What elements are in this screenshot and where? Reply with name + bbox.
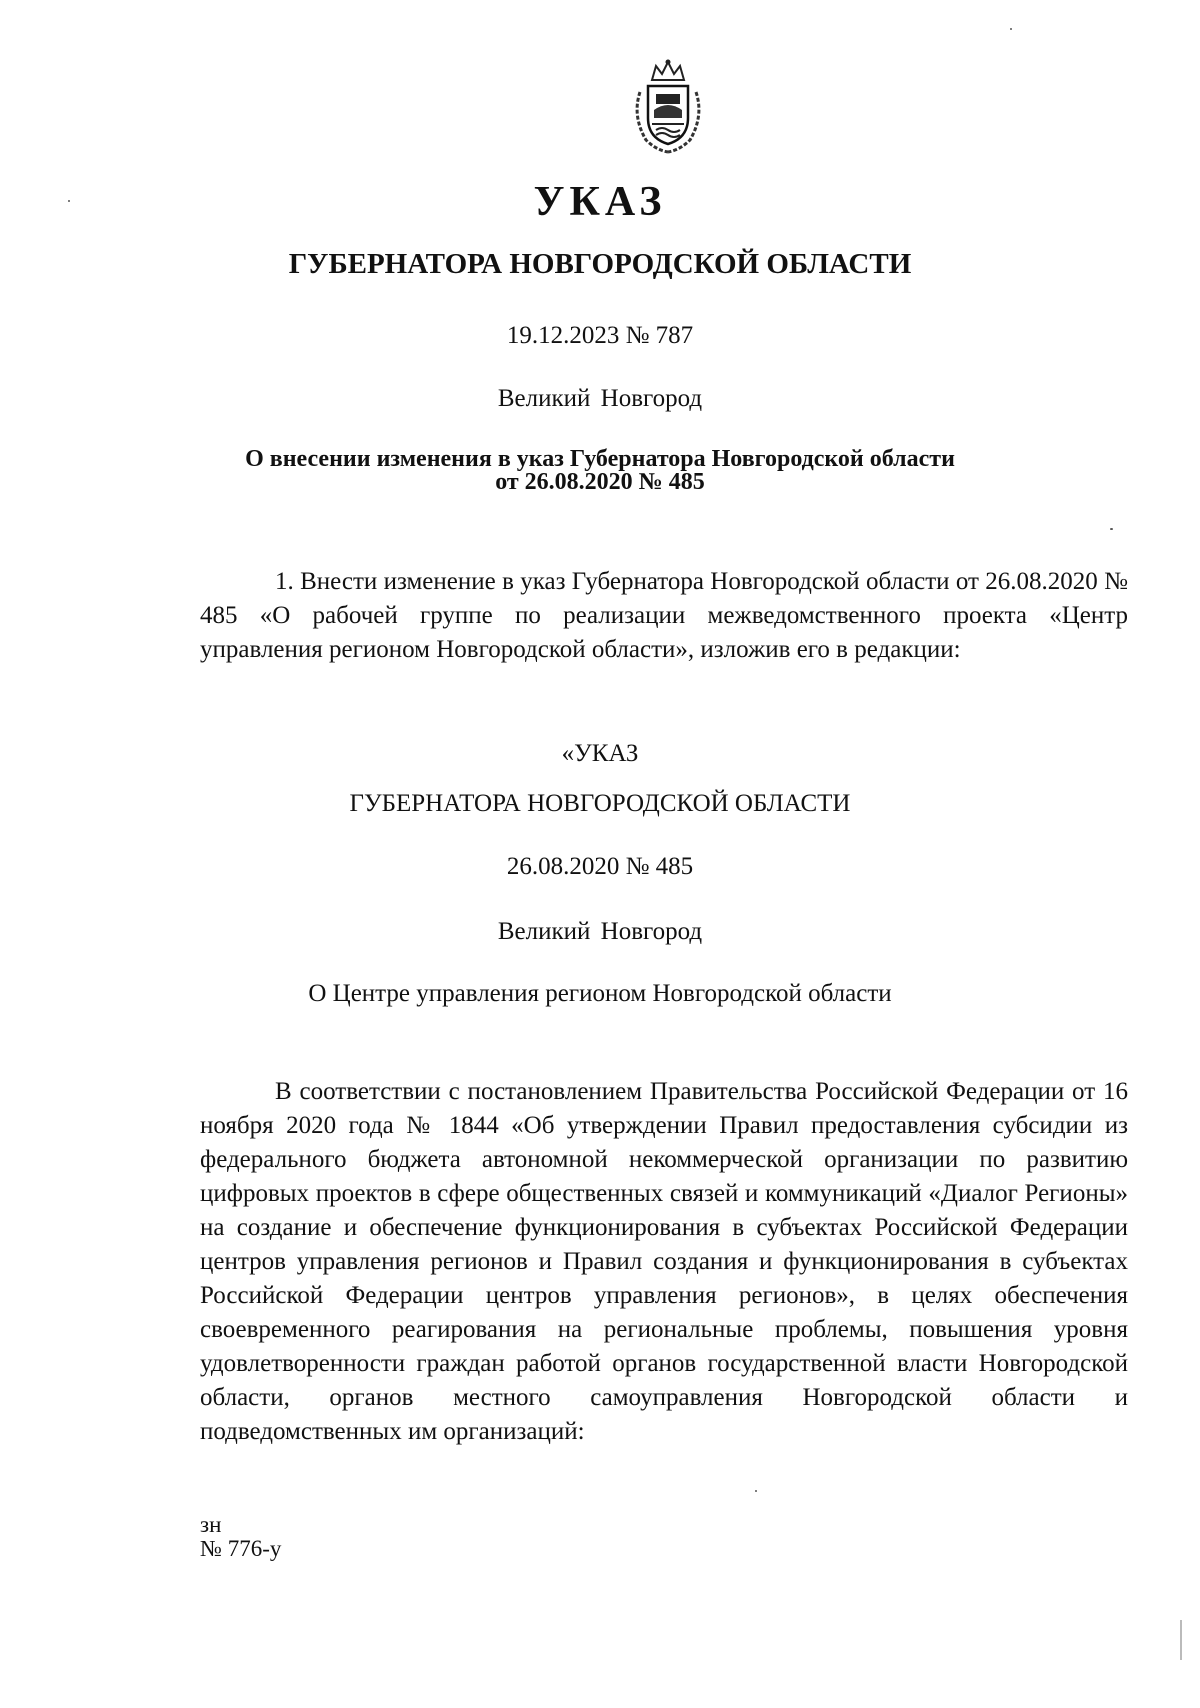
- coat-of-arms-icon: [626, 58, 710, 156]
- document-city: Великий Новгород: [497, 385, 703, 412]
- quoted-title: «УКАЗ: [561, 740, 639, 767]
- registration-note-line1: зн: [200, 1512, 222, 1537]
- document-title: УКАЗ: [533, 179, 667, 225]
- scan-speck: [1010, 28, 1012, 30]
- quoted-date-number: 26.08.2020 № 485: [506, 853, 694, 880]
- registration-note: [200, 1513, 281, 1561]
- scan-speck: [68, 200, 70, 202]
- scan-speck: [1180, 1620, 1182, 1660]
- document-heading: [0, 448, 1200, 494]
- document-date-number: 19.12.2023 № 787: [506, 322, 694, 349]
- document-heading-line2: от 26.08.2020 № 485: [495, 469, 705, 495]
- registration-note-line2: № 776-у: [200, 1536, 282, 1561]
- paragraph-1: 1. Внести изменение в указ Губернатора Новгородской области от 26.08.2020 № 485 «О рабочей группе по реализации межведомственного проекта «Центр управления регионом Новгородской области», изложив его в редакции:: [200, 568, 1128, 663]
- scan-speck: [1110, 528, 1113, 530]
- quoted-city: Великий Новгород: [497, 918, 703, 945]
- scan-speck: [755, 1490, 757, 1492]
- document-heading-line1: О внесении изменения в указ Губернатора Новгородской области: [245, 446, 955, 472]
- quoted-subtitle: ГУБЕРНАТОРА НОВГОРОДСКОЙ ОБЛАСТИ: [349, 790, 851, 817]
- document-subtitle: ГУБЕРНАТОРА НОВГОРОДСКОЙ ОБЛАСТИ: [288, 248, 912, 280]
- quoted-heading: О Центре управления регионом Новгородской области: [308, 980, 892, 1007]
- quoted-paragraph: В соответствии с постановлением Правительства Российской Федерации от 16 ноября 2020 года № 1844 «Об утверждении Правил предоставления субсидии из федерального бюджета автономной некоммерческой организации по развитию цифровых проектов в сфере общественных связей и коммуникаций «Диалог Регионы» на создание и обеспечение функционирования в субъектах Российской Федерации центров управления регионов и Правил создания и функционирования в субъектах Российской Федерации центров управления регионов», в целях обеспечения своевременного реагирования на региональные проблемы, повышения уровня удовлетворенности граждан работой органов государственной власти Новгородской области, органов местного самоуправления Новгородской области и подведомственных им организаций:: [200, 1078, 1128, 1445]
